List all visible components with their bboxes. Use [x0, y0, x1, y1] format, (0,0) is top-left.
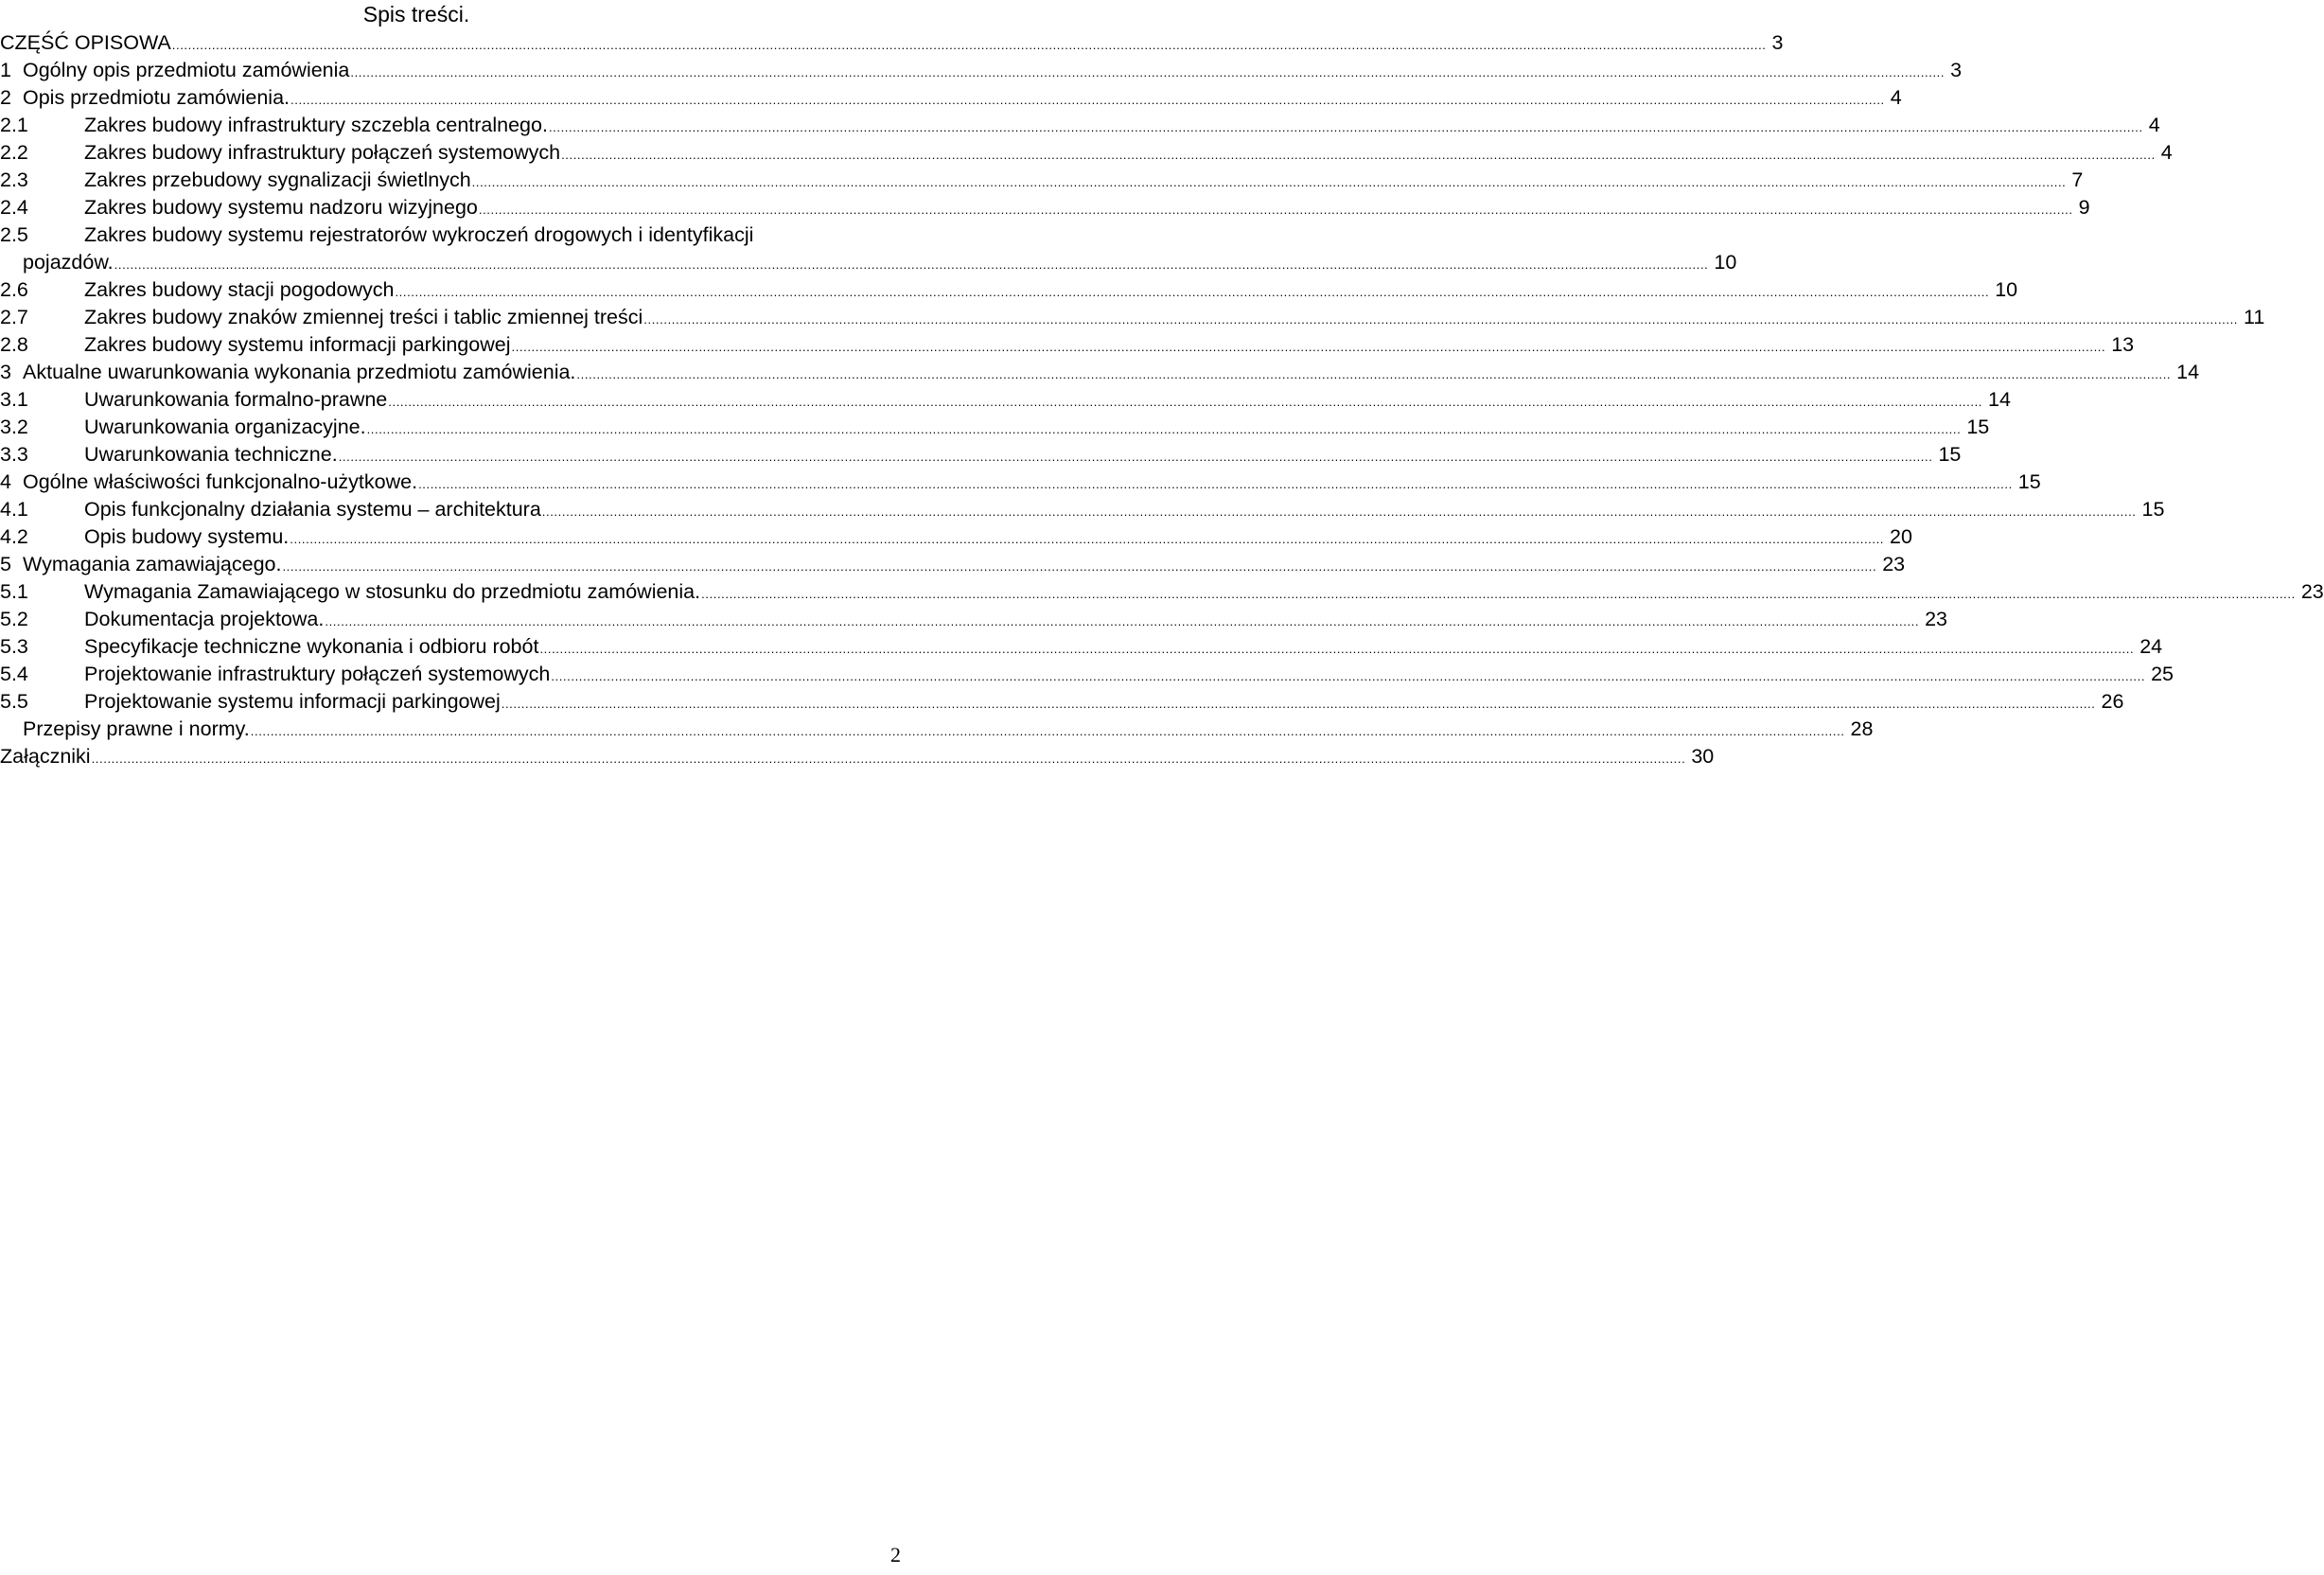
toc-leader-dots: ................................................................................................................................................................................................................................................................................................................................................................................................................ [290, 93, 1885, 107]
toc-entry[interactable] [0, 551, 1906, 578]
toc-leader-dots: ................................................................................................................................................................................................................................................................................................................................................................................................................ [701, 587, 2296, 601]
toc-entry-page: 15 [1966, 416, 1990, 438]
toc-entry[interactable] [0, 688, 2124, 716]
toc-entry-title: Specyfikacje techniczne wykonania i odbioru robót [84, 635, 539, 658]
toc-entry[interactable] [0, 359, 2200, 386]
toc-entry-page: 23 [2300, 580, 2324, 603]
toc-leader-dots: ................................................................................................................................................................................................................................................................................................................................................................................................................ [366, 422, 1962, 436]
toc-entry[interactable] [0, 661, 2174, 688]
toc-entry[interactable] [0, 743, 1715, 770]
toc-entry[interactable] [0, 716, 1874, 743]
toc-entry[interactable] [0, 606, 1948, 633]
toc-entry-number: 3.2 [0, 416, 28, 438]
toc-leader-dots: ................................................................................................................................................................................................................................................................................................................................................................................................................ [114, 257, 1709, 272]
toc-entry-title: Projektowanie systemu informacji parkingowej [84, 690, 501, 713]
toc-entry[interactable] [0, 304, 2265, 331]
toc-leader-dots: ................................................................................................................................................................................................................................................................................................................................................................................................................ [561, 148, 2156, 162]
toc-entry-page: 4 [2160, 141, 2173, 164]
toc-entry-number: 2.3 [0, 168, 28, 191]
toc-entry-page: 30 [1691, 745, 1715, 768]
toc-entry-title: Wymagania zamawiającego. [23, 553, 282, 575]
toc-entry-page: 15 [1938, 443, 1962, 466]
toc-leader-dots: ................................................................................................................................................................................................................................................................................................................................................................................................................ [290, 532, 1885, 546]
toc-leader-dots: ................................................................................................................................................................................................................................................................................................................................................................................................................ [501, 697, 2096, 711]
toc-entry-page: 20 [1890, 525, 1912, 548]
toc-entry-number: 2 [0, 86, 11, 109]
toc-entry-page: 7 [2071, 168, 2084, 191]
toc-entry-title-continued: pojazdów. [23, 251, 114, 274]
toc-entry-number: 5.1 [0, 580, 28, 603]
toc-entry-page: 11 [2244, 306, 2265, 328]
toc-entry-title: Zakres budowy systemu informacji parkingowej [84, 333, 511, 356]
toc-entry-number: 2.4 [0, 196, 28, 219]
toc-entry[interactable] [0, 331, 2135, 359]
toc-entry[interactable] [0, 469, 2041, 496]
toc-leader-dots: ................................................................................................................................................................................................................................................................................................................................................................................................................ [511, 340, 2106, 354]
toc-entry-title: Zakres budowy infrastruktury szczebla centralnego. [84, 114, 548, 136]
toc-entry-title: Zakres budowy znaków zmiennej treści i tablic zmiennej treści [84, 306, 643, 328]
toc-entry-number: 3.3 [0, 443, 28, 466]
toc-entry-number: 2.1 [0, 114, 28, 136]
toc-entry-number: 5.5 [0, 690, 28, 713]
toc-entry-number: 3.1 [0, 388, 28, 411]
toc-leader-dots: ................................................................................................................................................................................................................................................................................................................................................................................................................ [418, 477, 2013, 491]
toc-entry-number: 2.2 [0, 141, 28, 164]
toc-leader-dots: ................................................................................................................................................................................................................................................................................................................................................................................................................ [541, 504, 2137, 519]
toc-entry-title: Dokumentacja projektowa. [84, 608, 325, 630]
toc-entry-page: 15 [2017, 470, 2041, 493]
toc-entry-page: 23 [1925, 608, 1948, 630]
toc-entry[interactable] [0, 84, 1902, 112]
toc-entry-page: 10 [1714, 251, 1737, 274]
toc-leader-dots: ................................................................................................................................................................................................................................................................................................................................................................................................................ [395, 285, 1990, 299]
toc-leader-dots: ................................................................................................................................................................................................................................................................................................................................................................................................................ [643, 312, 2239, 327]
toc-entry-title: Wymagania Zamawiającego w stosunku do przedmiotu zamówienia. [84, 580, 701, 603]
toc-entry[interactable] [0, 167, 2084, 194]
toc-entry-page: 14 [2176, 361, 2200, 383]
toc-entry-page: 9 [2078, 196, 2090, 219]
toc-entry-number: 2.8 [0, 333, 28, 356]
toc-entry-number: 4.1 [0, 498, 28, 521]
toc-entry-title: Zakres budowy systemu nadzoru wizyjnego [84, 196, 478, 219]
toc-entry[interactable] [0, 139, 2173, 167]
toc-entry-page: 4 [1890, 86, 1902, 109]
toc-entry[interactable] [0, 221, 1737, 276]
toc-entry-title: Uwarunkowania formalno-prawne [84, 388, 388, 411]
toc-entry-page: 3 [1950, 59, 1963, 81]
toc-entry-page: 24 [2139, 635, 2163, 658]
toc-entry-title: Uwarunkowania techniczne. [84, 443, 338, 466]
toc-entry-number: 3 [0, 361, 11, 383]
toc-entry-number: 4 [0, 470, 11, 493]
toc-entry-page: 26 [2101, 690, 2124, 713]
toc-leader-dots: ................................................................................................................................................................................................................................................................................................................................................................................................................ [388, 395, 1982, 409]
toc-entry-number: 5.3 [0, 635, 28, 658]
toc-entry-number: 1 [0, 59, 11, 81]
toc-entry-page: 13 [2111, 333, 2135, 356]
toc-leader-dots: ................................................................................................................................................................................................................................................................................................................................................................................................................ [171, 38, 1767, 52]
toc-entry-number: 5.2 [0, 608, 28, 630]
toc-leader-dots: ................................................................................................................................................................................................................................................................................................................................................................................................................ [548, 120, 2143, 134]
toc-entry[interactable] [0, 194, 2090, 221]
toc-entry-number: 2.5 [0, 223, 28, 246]
toc-entry[interactable] [0, 276, 2018, 304]
toc-entry-title: Ogólne właściwości funkcjonalno-użytkowe. [23, 470, 418, 493]
toc-leader-dots: ................................................................................................................................................................................................................................................................................................................................................................................................................ [282, 559, 1877, 574]
toc-entry-title: Aktualne uwarunkowania wykonania przedmiotu zamówienia. [23, 361, 576, 383]
toc-entry-title: Opis funkcjonalny działania systemu – architektura [84, 498, 541, 521]
page-number: 2 [890, 1543, 901, 1566]
toc-entry-number: 5 [0, 553, 11, 575]
toc-entry-title: Uwarunkowania organizacyjne. [84, 416, 366, 438]
toc-leader-dots: ................................................................................................................................................................................................................................................................................................................................................................................................................ [338, 450, 1933, 464]
toc-entry[interactable] [0, 29, 1784, 57]
toc-entry[interactable] [0, 441, 1962, 469]
toc-entry[interactable] [0, 578, 2324, 606]
toc-entry-number: 5.4 [0, 663, 28, 685]
toc-entry-title: Zakres budowy systemu rejestratorów wykroczeń drogowych i identyfikacji [84, 223, 754, 246]
toc-entry-page: 4 [2148, 114, 2160, 136]
toc-entry-title: Projektowanie infrastruktury połączeń systemowych [84, 663, 551, 685]
toc-entry-page: 15 [2141, 498, 2165, 521]
toc-entry-page: 14 [1988, 388, 2011, 411]
toc-entry-page: 28 [1850, 717, 1874, 740]
toc-leader-dots: ................................................................................................................................................................................................................................................................................................................................................................................................................ [478, 203, 2073, 217]
toc-entry-title: Zakres przebudowy sygnalizacji świetlnych [84, 168, 471, 191]
toc-leader-dots: ................................................................................................................................................................................................................................................................................................................................................................................................................ [91, 752, 1686, 766]
toc-entry[interactable] [0, 523, 1912, 551]
toc-entry[interactable] [0, 57, 1963, 84]
toc-leader-dots: ................................................................................................................................................................................................................................................................................................................................................................................................................ [576, 367, 2172, 381]
toc-leader-dots: ................................................................................................................................................................................................................................................................................................................................................................................................................ [539, 642, 2135, 656]
toc-entry-title: Zakres budowy stacji pogodowych [84, 278, 395, 301]
toc-entry-title: Opis przedmiotu zamówienia. [23, 86, 290, 109]
toc-entry-number: 2.6 [0, 278, 28, 301]
toc-entry[interactable] [0, 414, 1990, 441]
toc-entry[interactable] [0, 496, 2165, 523]
toc-entry-page: 3 [1771, 31, 1784, 54]
toc-leader-dots: ................................................................................................................................................................................................................................................................................................................................................................................................................ [325, 614, 1920, 628]
toc-entry[interactable] [0, 633, 2163, 661]
toc-leader-dots: ................................................................................................................................................................................................................................................................................................................................................................................................................ [250, 724, 1845, 738]
toc-entry[interactable] [0, 112, 2160, 139]
toc-leader-dots: ................................................................................................................................................................................................................................................................................................................................................................................................................ [350, 65, 1945, 80]
toc-entry[interactable] [0, 386, 2011, 414]
table-of-contents [0, 29, 2324, 770]
toc-entry-title: Opis budowy systemu. [84, 525, 290, 548]
toc-heading: Spis treści. [362, 2, 470, 27]
toc-entry-title: Przepisy prawne i normy. [23, 717, 250, 740]
toc-entry-title: CZĘŚĆ OPISOWA [0, 31, 171, 54]
toc-entry-title: Załączniki [0, 745, 91, 768]
toc-leader-dots: ................................................................................................................................................................................................................................................................................................................................................................................................................ [551, 669, 2146, 683]
toc-entry-page: 10 [1995, 278, 2018, 301]
toc-entry-number: 4.2 [0, 525, 28, 548]
toc-entry-page: 25 [2151, 663, 2174, 685]
toc-entry-page: 23 [1882, 553, 1906, 575]
toc-entry-title: Ogólny opis przedmiotu zamówienia [23, 59, 350, 81]
toc-leader-dots: ................................................................................................................................................................................................................................................................................................................................................................................................................ [471, 175, 2067, 189]
toc-entry-number: 2.7 [0, 306, 28, 328]
toc-entry-title: Zakres budowy infrastruktury połączeń systemowych [84, 141, 561, 164]
